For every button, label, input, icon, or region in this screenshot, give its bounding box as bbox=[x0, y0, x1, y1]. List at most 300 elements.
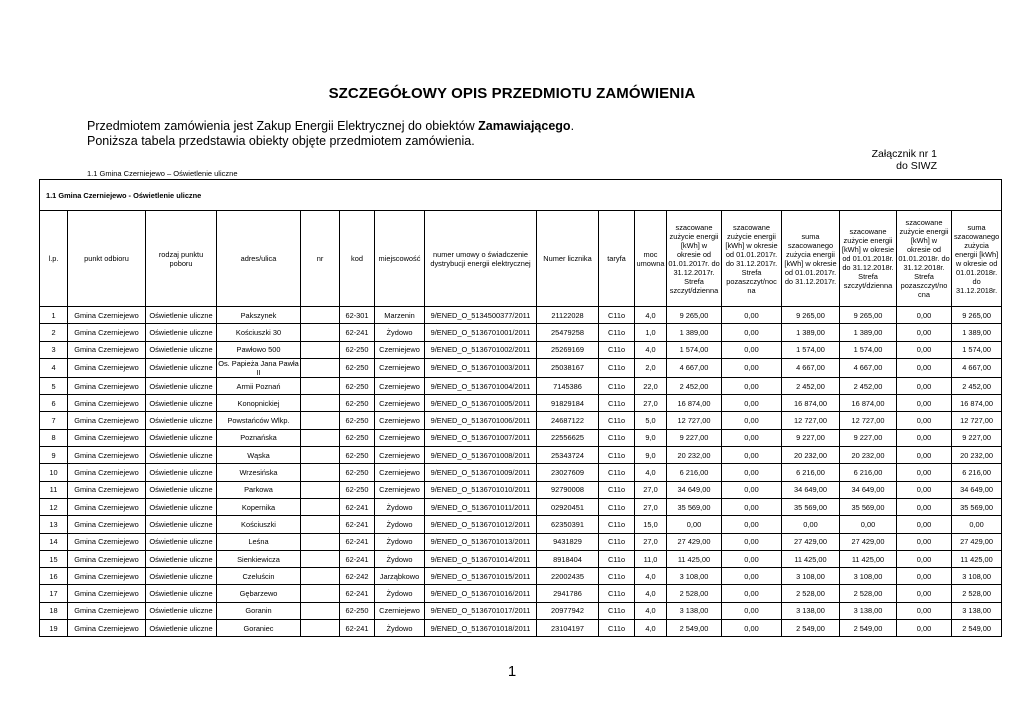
table-cell: Żydowo bbox=[375, 550, 425, 567]
table-cell: 3 138,00 bbox=[840, 602, 897, 619]
table-cell: 8 bbox=[40, 429, 68, 446]
page-number: 1 bbox=[507, 663, 517, 680]
table-cell: Gmina Czerniejewo bbox=[68, 585, 146, 602]
table-cell bbox=[301, 481, 340, 498]
table-cell: Gmina Czerniejewo bbox=[68, 341, 146, 358]
table-cell: 9/ENED_O_5136701007/2011 bbox=[425, 429, 537, 446]
table-cell: Oświetlenie uliczne bbox=[146, 568, 217, 585]
table-cell: 0,00 bbox=[897, 341, 952, 358]
table-cell: 4,0 bbox=[635, 464, 667, 481]
table-cell: 0,00 bbox=[897, 585, 952, 602]
table-cell: 0,00 bbox=[897, 358, 952, 377]
column-header: suma szacowanego zużycia energii [kWh] w okresie od 01.01.2018r. do 31.12.2018r. bbox=[952, 211, 1002, 307]
table-cell: 0,00 bbox=[897, 516, 952, 533]
table-cell: 92790008 bbox=[537, 481, 599, 498]
table-cell: C11o bbox=[599, 620, 635, 637]
table-cell: 0,00 bbox=[897, 498, 952, 515]
table-row bbox=[40, 464, 1002, 481]
table-cell: 23027609 bbox=[537, 464, 599, 481]
table-cell: 9 265,00 bbox=[952, 307, 1002, 324]
table-cell: 15,0 bbox=[635, 516, 667, 533]
table-row bbox=[40, 324, 1002, 341]
table-cell: 0,00 bbox=[722, 429, 782, 446]
table-cell: 3 108,00 bbox=[952, 568, 1002, 585]
column-header: taryfa bbox=[599, 211, 635, 307]
table-cell bbox=[301, 341, 340, 358]
table-cell: 25343724 bbox=[537, 447, 599, 464]
table-cell: C11o bbox=[599, 395, 635, 412]
table-cell: 1 389,00 bbox=[952, 324, 1002, 341]
column-header: rodzaj punktu poboru bbox=[146, 211, 217, 307]
table-cell: 9 227,00 bbox=[782, 429, 840, 446]
table-cell: Armii Poznań bbox=[217, 377, 301, 394]
table-cell: 2 452,00 bbox=[952, 377, 1002, 394]
table-cell: 0,00 bbox=[722, 341, 782, 358]
table-cell: Oświetlenie uliczne bbox=[146, 358, 217, 377]
table-cell: Goranin bbox=[217, 602, 301, 619]
table-row bbox=[40, 498, 1002, 515]
table-cell: Sienkiewicza bbox=[217, 550, 301, 567]
table-cell: Gmina Czerniejewo bbox=[68, 550, 146, 567]
table-cell: Kopernika bbox=[217, 498, 301, 515]
table-cell: 22002435 bbox=[537, 568, 599, 585]
table-cell: 4 667,00 bbox=[952, 358, 1002, 377]
table-section-title: 1.1 Gmina Czerniejewo - Oświetlenie uliczne bbox=[40, 180, 1002, 211]
table-cell: Jarząbkowo bbox=[375, 568, 425, 585]
table-cell: 12 bbox=[40, 498, 68, 515]
table-cell: 25479258 bbox=[537, 324, 599, 341]
table-cell: 0,00 bbox=[897, 550, 952, 567]
table-cell: 1 574,00 bbox=[782, 341, 840, 358]
intro-line-2: Poniższa tabela przedstawia obiekty objęte przedmiotem zamówienia. bbox=[87, 134, 475, 148]
table-cell: Gmina Czerniejewo bbox=[68, 568, 146, 585]
table-cell: 4 667,00 bbox=[840, 358, 897, 377]
table-cell: C11o bbox=[599, 602, 635, 619]
table-cell: Czeluścin bbox=[217, 568, 301, 585]
table-cell: 9/ENED_O_5136701004/2011 bbox=[425, 377, 537, 394]
table-cell: Powstańców Wlkp. bbox=[217, 412, 301, 429]
table-cell: 3 108,00 bbox=[667, 568, 722, 585]
table-cell: Gmina Czerniejewo bbox=[68, 358, 146, 377]
table-cell: 0,00 bbox=[722, 550, 782, 567]
table-cell: 0,00 bbox=[722, 620, 782, 637]
table-cell: Oświetlenie uliczne bbox=[146, 429, 217, 446]
table-cell: 34 649,00 bbox=[952, 481, 1002, 498]
intro-line-1-prefix: Przedmiotem zamówienia jest Zakup Energii Elektrycznej do obiektów bbox=[87, 119, 479, 133]
table-cell: 0,00 bbox=[722, 358, 782, 377]
table-cell: Oświetlenie uliczne bbox=[146, 585, 217, 602]
table-cell: 35 569,00 bbox=[952, 498, 1002, 515]
table-cell: 0,00 bbox=[722, 377, 782, 394]
table-cell: Oświetlenie uliczne bbox=[146, 602, 217, 619]
table-cell: C11o bbox=[599, 585, 635, 602]
table-cell: 62-250 bbox=[340, 481, 375, 498]
table-cell: 7145386 bbox=[537, 377, 599, 394]
table-cell: 9/ENED_O_5134500377/2011 bbox=[425, 307, 537, 324]
table-cell: 9/ENED_O_5136701012/2011 bbox=[425, 516, 537, 533]
table-cell: Oświetlenie uliczne bbox=[146, 307, 217, 324]
table-cell: 0,00 bbox=[897, 307, 952, 324]
table-cell: 62-250 bbox=[340, 395, 375, 412]
column-header: suma szacowanego zużycia energii [kWh] w okresie od 01.01.2017r. do 31.12.2017r. bbox=[782, 211, 840, 307]
table-row bbox=[40, 307, 1002, 324]
table-cell: Czerniejewo bbox=[375, 412, 425, 429]
annex-line-2: do SIWZ bbox=[896, 160, 937, 172]
table-cell bbox=[301, 516, 340, 533]
table-cell: 5 bbox=[40, 377, 68, 394]
intro-line-1 bbox=[87, 119, 574, 134]
table-cell: 9/ENED_O_5136701011/2011 bbox=[425, 498, 537, 515]
table-row bbox=[40, 585, 1002, 602]
table-cell: 2 549,00 bbox=[782, 620, 840, 637]
table-cell: C11o bbox=[599, 447, 635, 464]
table-cell: 11 425,00 bbox=[840, 550, 897, 567]
table-cell: 34 649,00 bbox=[782, 481, 840, 498]
table-cell: 0,00 bbox=[897, 481, 952, 498]
table-cell: Czerniejewo bbox=[375, 377, 425, 394]
table-cell: 0,00 bbox=[722, 585, 782, 602]
table-cell: 0,00 bbox=[952, 516, 1002, 533]
table-body bbox=[40, 307, 1002, 637]
column-header: moc umowna bbox=[635, 211, 667, 307]
table-cell: 9/ENED_O_5136701010/2011 bbox=[425, 481, 537, 498]
table-cell: 19 bbox=[40, 620, 68, 637]
table-row bbox=[40, 516, 1002, 533]
table-cell: Czerniejewo bbox=[375, 395, 425, 412]
table-cell: Gmina Czerniejewo bbox=[68, 412, 146, 429]
table-cell: 23104197 bbox=[537, 620, 599, 637]
table-cell: Kościuszki bbox=[217, 516, 301, 533]
column-header: szacowane zużycie energii [kWh] w okresie od 01.01.2017r. do 31.12.2017r. Strefa pozaszczyt/noc na bbox=[722, 211, 782, 307]
intro-line-1-suffix: . bbox=[570, 119, 575, 133]
table-cell: C11o bbox=[599, 358, 635, 377]
table-cell: 1 574,00 bbox=[840, 341, 897, 358]
table-cell: 9 bbox=[40, 447, 68, 464]
column-header: kod bbox=[340, 211, 375, 307]
table-cell: 11 425,00 bbox=[952, 550, 1002, 567]
table-cell: 2 549,00 bbox=[667, 620, 722, 637]
table-row bbox=[40, 481, 1002, 498]
table-cell: 0,00 bbox=[897, 395, 952, 412]
table-cell: 9,0 bbox=[635, 429, 667, 446]
table-cell: 9 265,00 bbox=[667, 307, 722, 324]
table-cell: 9 227,00 bbox=[840, 429, 897, 446]
table-cell: 9 265,00 bbox=[840, 307, 897, 324]
table-cell: 1 bbox=[40, 307, 68, 324]
table-cell: 0,00 bbox=[722, 412, 782, 429]
column-header: Numer licznika bbox=[537, 211, 599, 307]
table-cell: 0,00 bbox=[897, 447, 952, 464]
table-cell: 9/ENED_O_5136701001/2011 bbox=[425, 324, 537, 341]
table-cell: 22556625 bbox=[537, 429, 599, 446]
table-cell: 34 649,00 bbox=[840, 481, 897, 498]
table-cell: 1 574,00 bbox=[952, 341, 1002, 358]
table-cell: 0,00 bbox=[897, 377, 952, 394]
table-cell: 3 108,00 bbox=[840, 568, 897, 585]
table-cell: 2941786 bbox=[537, 585, 599, 602]
table-row bbox=[40, 447, 1002, 464]
table-cell: 2,0 bbox=[635, 358, 667, 377]
table-cell bbox=[301, 307, 340, 324]
table-cell: 16 bbox=[40, 568, 68, 585]
table-row bbox=[40, 602, 1002, 619]
table-cell: 0,00 bbox=[897, 533, 952, 550]
table-cell bbox=[301, 324, 340, 341]
table-cell: Czerniejewo bbox=[375, 429, 425, 446]
table-cell: 1 574,00 bbox=[667, 341, 722, 358]
table-cell: 2 528,00 bbox=[667, 585, 722, 602]
table-cell: Czerniejewo bbox=[375, 341, 425, 358]
table-cell: 2 452,00 bbox=[840, 377, 897, 394]
table-cell bbox=[301, 585, 340, 602]
table-header-row bbox=[40, 211, 1002, 307]
table-cell: 9/ENED_O_5136701003/2011 bbox=[425, 358, 537, 377]
table-cell: 0,00 bbox=[722, 602, 782, 619]
table-cell: 4,0 bbox=[635, 568, 667, 585]
table-cell: 10 bbox=[40, 464, 68, 481]
intro-text bbox=[87, 119, 574, 149]
table-cell: 9/ENED_O_5136701014/2011 bbox=[425, 550, 537, 567]
table-cell: Oświetlenie uliczne bbox=[146, 516, 217, 533]
objects-table bbox=[39, 179, 1002, 637]
table-cell: 3 138,00 bbox=[952, 602, 1002, 619]
table-cell bbox=[301, 464, 340, 481]
table-cell: Pakszynek bbox=[217, 307, 301, 324]
table-cell: Gmina Czerniejewo bbox=[68, 377, 146, 394]
table-cell: 9/ENED_O_5136701016/2011 bbox=[425, 585, 537, 602]
table-cell: 3 138,00 bbox=[667, 602, 722, 619]
table-cell bbox=[301, 568, 340, 585]
table-cell: 62-250 bbox=[340, 602, 375, 619]
table-cell: 0,00 bbox=[897, 602, 952, 619]
table-cell: 0,00 bbox=[897, 412, 952, 429]
table-cell: Czerniejewo bbox=[375, 464, 425, 481]
column-header: miejscowość bbox=[375, 211, 425, 307]
table-cell: Gmina Czerniejewo bbox=[68, 395, 146, 412]
table-cell: 9/ENED_O_5136701018/2011 bbox=[425, 620, 537, 637]
column-header: l.p. bbox=[40, 211, 68, 307]
table-cell: 9/ENED_O_5136701013/2011 bbox=[425, 533, 537, 550]
table-cell: Gmina Czerniejewo bbox=[68, 464, 146, 481]
table-cell: 6 216,00 bbox=[952, 464, 1002, 481]
table-cell: 62-250 bbox=[340, 341, 375, 358]
table-row bbox=[40, 412, 1002, 429]
table-cell: 12 727,00 bbox=[667, 412, 722, 429]
table-cell: 7 bbox=[40, 412, 68, 429]
table-cell: Wrzesińska bbox=[217, 464, 301, 481]
table-cell: 1 389,00 bbox=[840, 324, 897, 341]
table-cell: 9/ENED_O_5136701015/2011 bbox=[425, 568, 537, 585]
table-cell: 2 528,00 bbox=[782, 585, 840, 602]
table-row bbox=[40, 550, 1002, 567]
table-cell: 0,00 bbox=[897, 429, 952, 446]
table-cell: 0,00 bbox=[722, 533, 782, 550]
column-header: szacowane zużycie energii [kWh] w okresie od 01.01.2018r. do 31.12.2018r. Strefa pozaszczyt/no cna bbox=[897, 211, 952, 307]
table-cell: 62-241 bbox=[340, 550, 375, 567]
table-cell: Oświetlenie uliczne bbox=[146, 377, 217, 394]
table-cell: 20 232,00 bbox=[840, 447, 897, 464]
table-cell: Żydowo bbox=[375, 498, 425, 515]
table-cell: 9 227,00 bbox=[667, 429, 722, 446]
table-cell: 62-241 bbox=[340, 516, 375, 533]
table-cell: Oświetlenie uliczne bbox=[146, 412, 217, 429]
table-cell: C11o bbox=[599, 481, 635, 498]
table-cell: Żydowo bbox=[375, 324, 425, 341]
table-cell: 2 452,00 bbox=[667, 377, 722, 394]
table-cell: 20977942 bbox=[537, 602, 599, 619]
table-cell bbox=[301, 358, 340, 377]
column-header: adres/ulica bbox=[217, 211, 301, 307]
table-cell bbox=[301, 429, 340, 446]
column-header: nr bbox=[301, 211, 340, 307]
table-cell: 62-250 bbox=[340, 447, 375, 464]
table-cell: Oświetlenie uliczne bbox=[146, 533, 217, 550]
table-cell bbox=[301, 412, 340, 429]
table-cell: 4,0 bbox=[635, 585, 667, 602]
table-cell: 0,00 bbox=[722, 395, 782, 412]
table-cell: 25269169 bbox=[537, 341, 599, 358]
table-cell: 25038167 bbox=[537, 358, 599, 377]
table-cell: Żydowo bbox=[375, 620, 425, 637]
table-cell: C11o bbox=[599, 516, 635, 533]
table-cell: C11o bbox=[599, 341, 635, 358]
table-cell: Gmina Czerniejewo bbox=[68, 429, 146, 446]
table-cell: 27,0 bbox=[635, 533, 667, 550]
table-cell: 0,00 bbox=[897, 464, 952, 481]
column-header: szacowane zużycie energii [kWh] w okresie od 01.01.2018r. do 31.12.2018r. Strefa szczyt/dzienna bbox=[840, 211, 897, 307]
table-cell: C11o bbox=[599, 568, 635, 585]
table-cell: 4 667,00 bbox=[782, 358, 840, 377]
table-cell: 9 227,00 bbox=[952, 429, 1002, 446]
table-caption: 1.1 Gmina Czerniejewo – Oświetlenie uliczne bbox=[87, 169, 238, 178]
table-cell: Os. Papieża Jana Pawła II bbox=[218, 358, 299, 377]
table-cell: C11o bbox=[599, 377, 635, 394]
table-cell bbox=[301, 377, 340, 394]
table-cell: 62-241 bbox=[340, 533, 375, 550]
table-cell: C11o bbox=[599, 533, 635, 550]
table-cell: Parkowa bbox=[217, 481, 301, 498]
table-cell: 9/ENED_O_5136701009/2011 bbox=[425, 464, 537, 481]
table-cell: 12 727,00 bbox=[782, 412, 840, 429]
table-cell: 6 216,00 bbox=[840, 464, 897, 481]
table-cell: 16 874,00 bbox=[952, 395, 1002, 412]
table-cell: 17 bbox=[40, 585, 68, 602]
table-cell: 27,0 bbox=[635, 498, 667, 515]
annex-label bbox=[872, 148, 937, 172]
table-cell: Marzenin bbox=[375, 307, 425, 324]
table-cell: 16 874,00 bbox=[667, 395, 722, 412]
table-cell: 6 bbox=[40, 395, 68, 412]
table-cell: 62-242 bbox=[340, 568, 375, 585]
table-cell: Poznańska bbox=[217, 429, 301, 446]
table-cell: Oświetlenie uliczne bbox=[146, 550, 217, 567]
table-cell: Goraniec bbox=[217, 620, 301, 637]
table-cell: 1 389,00 bbox=[782, 324, 840, 341]
table-cell: 0,00 bbox=[667, 516, 722, 533]
table-cell: Gmina Czerniejewo bbox=[68, 447, 146, 464]
table-cell: C11o bbox=[599, 498, 635, 515]
table-cell: 27 429,00 bbox=[782, 533, 840, 550]
table-cell: 35 569,00 bbox=[840, 498, 897, 515]
table-cell: 9/ENED_O_5136701017/2011 bbox=[425, 602, 537, 619]
table-cell: 20 232,00 bbox=[782, 447, 840, 464]
table-cell: 0,00 bbox=[722, 498, 782, 515]
table-cell: 62-241 bbox=[340, 585, 375, 602]
table-cell: 9/ENED_O_5136701006/2011 bbox=[425, 412, 537, 429]
table-cell: 20 232,00 bbox=[952, 447, 1002, 464]
table-cell: Gmina Czerniejewo bbox=[68, 620, 146, 637]
table-cell: 14 bbox=[40, 533, 68, 550]
table-cell: C11o bbox=[599, 464, 635, 481]
table-cell: 9431829 bbox=[537, 533, 599, 550]
table-cell: 35 569,00 bbox=[782, 498, 840, 515]
intro-line-1-bold: Zamawiającego bbox=[478, 119, 571, 133]
table-cell: 0,00 bbox=[722, 481, 782, 498]
table-cell: 34 649,00 bbox=[667, 481, 722, 498]
table-cell: Czerniejewo bbox=[375, 358, 425, 377]
table-cell: 6 216,00 bbox=[782, 464, 840, 481]
table-cell: 2 528,00 bbox=[840, 585, 897, 602]
table-cell: Oświetlenie uliczne bbox=[146, 341, 217, 358]
table-cell: Gmina Czerniejewo bbox=[68, 602, 146, 619]
table-cell: 1 389,00 bbox=[667, 324, 722, 341]
table-cell bbox=[301, 533, 340, 550]
table-cell: 9/ENED_O_5136701005/2011 bbox=[425, 395, 537, 412]
table-cell: 2 549,00 bbox=[840, 620, 897, 637]
table-cell: 3 bbox=[40, 341, 68, 358]
table-cell: 62-241 bbox=[340, 324, 375, 341]
table-cell: 0,00 bbox=[897, 568, 952, 585]
table-cell: Gmina Czerniejewo bbox=[68, 324, 146, 341]
table-cell: 0,00 bbox=[897, 620, 952, 637]
table-cell: 91829184 bbox=[537, 395, 599, 412]
table-cell: 8918404 bbox=[537, 550, 599, 567]
table-cell: Oświetlenie uliczne bbox=[146, 481, 217, 498]
table-cell: 9 265,00 bbox=[782, 307, 840, 324]
table-cell: 3 108,00 bbox=[782, 568, 840, 585]
table-cell: 27,0 bbox=[635, 481, 667, 498]
table-cell bbox=[301, 602, 340, 619]
table-cell: Żydowo bbox=[375, 516, 425, 533]
table-cell: 11,0 bbox=[635, 550, 667, 567]
table-cell: 1,0 bbox=[635, 324, 667, 341]
table-cell: Wąska bbox=[217, 447, 301, 464]
table-cell: Pawłowo 500 bbox=[217, 341, 301, 358]
table-cell: 4,0 bbox=[635, 307, 667, 324]
table-cell: 62-250 bbox=[340, 358, 375, 377]
table-cell: 16 874,00 bbox=[840, 395, 897, 412]
table-cell bbox=[301, 395, 340, 412]
annex-line-1: Załącznik nr 1 bbox=[871, 148, 937, 160]
table-cell: 62-241 bbox=[340, 498, 375, 515]
table-cell: C11o bbox=[599, 412, 635, 429]
table-cell: 2 bbox=[40, 324, 68, 341]
table-cell: C11o bbox=[599, 429, 635, 446]
table-cell: 15 bbox=[40, 550, 68, 567]
table-cell: Oświetlenie uliczne bbox=[146, 324, 217, 341]
table-cell: 11 425,00 bbox=[667, 550, 722, 567]
table-cell: C11o bbox=[599, 324, 635, 341]
table-cell: 0,00 bbox=[722, 516, 782, 533]
table-cell: 13 bbox=[40, 516, 68, 533]
table-cell: 62-250 bbox=[340, 429, 375, 446]
table-cell bbox=[301, 498, 340, 515]
table-cell: Konopnickiej bbox=[217, 395, 301, 412]
table-cell: 62-241 bbox=[340, 620, 375, 637]
column-header: szacowane zużycie energii [kWh] w okresie od 01.01.2017r. do 31.12.2017r. Strefa szczyt/dzienna bbox=[667, 211, 722, 307]
table-cell: Oświetlenie uliczne bbox=[146, 620, 217, 637]
table-row bbox=[40, 341, 1002, 358]
